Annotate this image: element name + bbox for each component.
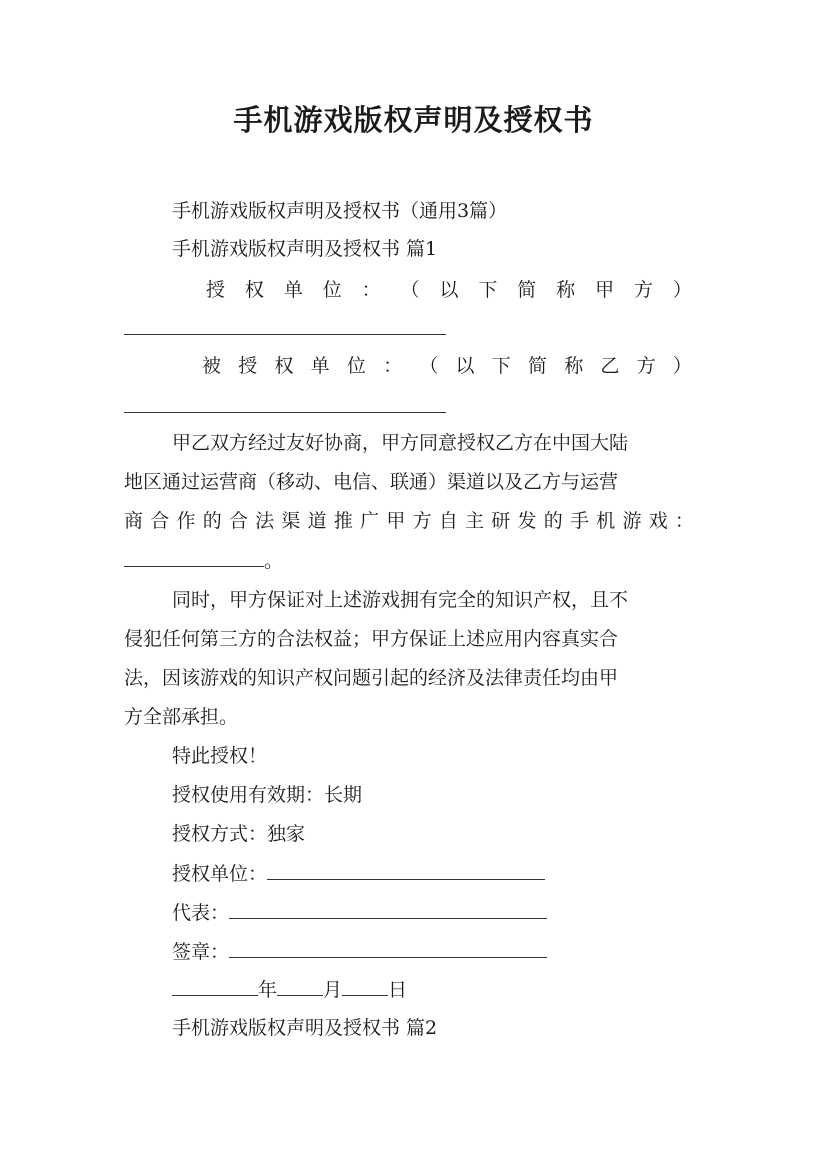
grantee-label-char: 以	[455, 355, 475, 377]
representative-blank	[229, 903, 547, 919]
grantor-label-char: 简	[517, 279, 537, 301]
grantee-label-char: 方	[636, 355, 656, 377]
para1-line3-char: 合	[228, 510, 248, 532]
grantor-label-char: 以	[439, 279, 459, 301]
day-label: 日	[388, 979, 408, 1001]
seal-blank	[229, 942, 547, 958]
representative-row	[172, 903, 547, 923]
grantor-label-char: ）	[672, 279, 692, 301]
grantee-label	[202, 357, 692, 376]
para1-line3-char: 游	[622, 510, 642, 532]
validity-period: 授权使用有效期：长期	[172, 784, 363, 806]
grantee-label-char: 简	[527, 355, 547, 377]
grantor-label-char: 授	[206, 279, 226, 301]
grantee-label-char: 位	[346, 355, 366, 377]
sign-unit-label: 授权单位：	[172, 863, 268, 885]
grantor-label-char: 权	[244, 279, 264, 301]
para1-line3-char: 商	[124, 510, 144, 532]
grantee-label-char: 下	[491, 355, 511, 377]
para1-line2: 地区通过运营商（移动、电信、联通）渠道以及乙方与运营	[124, 471, 619, 493]
para1-line3-char: 道	[307, 510, 327, 532]
seal-row	[172, 942, 547, 962]
grantor-label-char: 称	[556, 279, 576, 301]
grantor-label-char: ：	[361, 279, 381, 301]
section-heading-2: 手机游戏版权声明及授权书 篇2	[172, 1017, 438, 1039]
grantee-label-char: （	[419, 355, 439, 377]
para1-line4-end: 。	[264, 550, 284, 572]
para1-line3-char: 合	[150, 510, 170, 532]
para1-line3-char: 自	[438, 510, 458, 532]
para1-line3-char: 机	[596, 510, 616, 532]
para1-line3-char: 发	[517, 510, 537, 532]
year-label: 年	[258, 979, 278, 1001]
authorization-method: 授权方式：独家	[172, 823, 306, 845]
document-title: 手机游戏版权声明及授权书	[233, 103, 594, 137]
para1-line3-char: 法	[255, 510, 275, 532]
para1-line3-char: 作	[176, 510, 196, 532]
grantee-label-char: ：	[383, 355, 403, 377]
grantee-label-char: 称	[564, 355, 584, 377]
month-label: 月	[323, 979, 343, 1001]
grantor-label-char: 单	[283, 279, 303, 301]
sign-unit-blank	[267, 864, 545, 880]
section-heading-1: 手机游戏版权声明及授权书 篇1	[172, 238, 438, 260]
game-name-blank	[124, 551, 264, 567]
para1-line3-char: 甲	[386, 510, 406, 532]
para1-line3-char: 主	[465, 510, 485, 532]
para2-line4: 方全部承担。	[124, 706, 239, 728]
para1-line3	[124, 512, 694, 531]
grantor-label-char: 甲	[595, 279, 615, 301]
month-blank	[277, 980, 323, 996]
para1-line1: 甲乙双方经过友好协商，甲方同意授权乙方在中国大陆	[172, 432, 629, 454]
para1-line3-char: 推	[333, 510, 353, 532]
grantor-label-char: 方	[633, 279, 653, 301]
grantor-label-char: （	[400, 279, 420, 301]
date-row	[172, 980, 407, 1000]
para2-line1: 同时，甲方保证对上述游戏拥有完全的知识产权，且不	[172, 589, 629, 611]
grantee-label-char: ）	[672, 355, 692, 377]
para1-line3-char: 广	[360, 510, 380, 532]
para1-line3-char: 研	[491, 510, 511, 532]
grantor-blank	[124, 334, 446, 335]
grantee-blank	[124, 412, 446, 413]
para1-line3-char: 方	[412, 510, 432, 532]
grantee-label-char: 单	[310, 355, 330, 377]
representative-label: 代表：	[172, 902, 230, 924]
para2-line2: 侵犯任何第三方的合法权益；甲方保证上述应用内容真实合	[124, 628, 619, 650]
day-blank	[342, 980, 388, 996]
para1-line3-char: ：	[674, 510, 694, 532]
grantee-label-char: 被	[202, 355, 222, 377]
para1-line3-char: 渠	[281, 510, 301, 532]
seal-label: 签章：	[172, 941, 230, 963]
grantee-label-char: 乙	[600, 355, 620, 377]
para1-line3-char: 的	[202, 510, 222, 532]
para1-line3-char: 手	[569, 510, 589, 532]
grantor-label-char: 下	[478, 279, 498, 301]
year-blank	[172, 980, 258, 996]
special-authorization: 特此授权！	[172, 745, 268, 767]
para1-line3-char: 戏	[648, 510, 668, 532]
grantor-label-char: 位	[322, 279, 342, 301]
grantor-label	[206, 281, 692, 300]
grantee-label-char: 授	[238, 355, 258, 377]
para1-line4	[124, 551, 283, 571]
para1-line3-char: 的	[543, 510, 563, 532]
grantee-label-char: 权	[274, 355, 294, 377]
para2-line3: 法，因该游戏的知识产权问题引起的经济及法律责任均由甲	[124, 667, 619, 689]
document-subtitle: 手机游戏版权声明及授权书（通用3篇）	[172, 200, 508, 222]
sign-unit-row	[172, 864, 545, 884]
